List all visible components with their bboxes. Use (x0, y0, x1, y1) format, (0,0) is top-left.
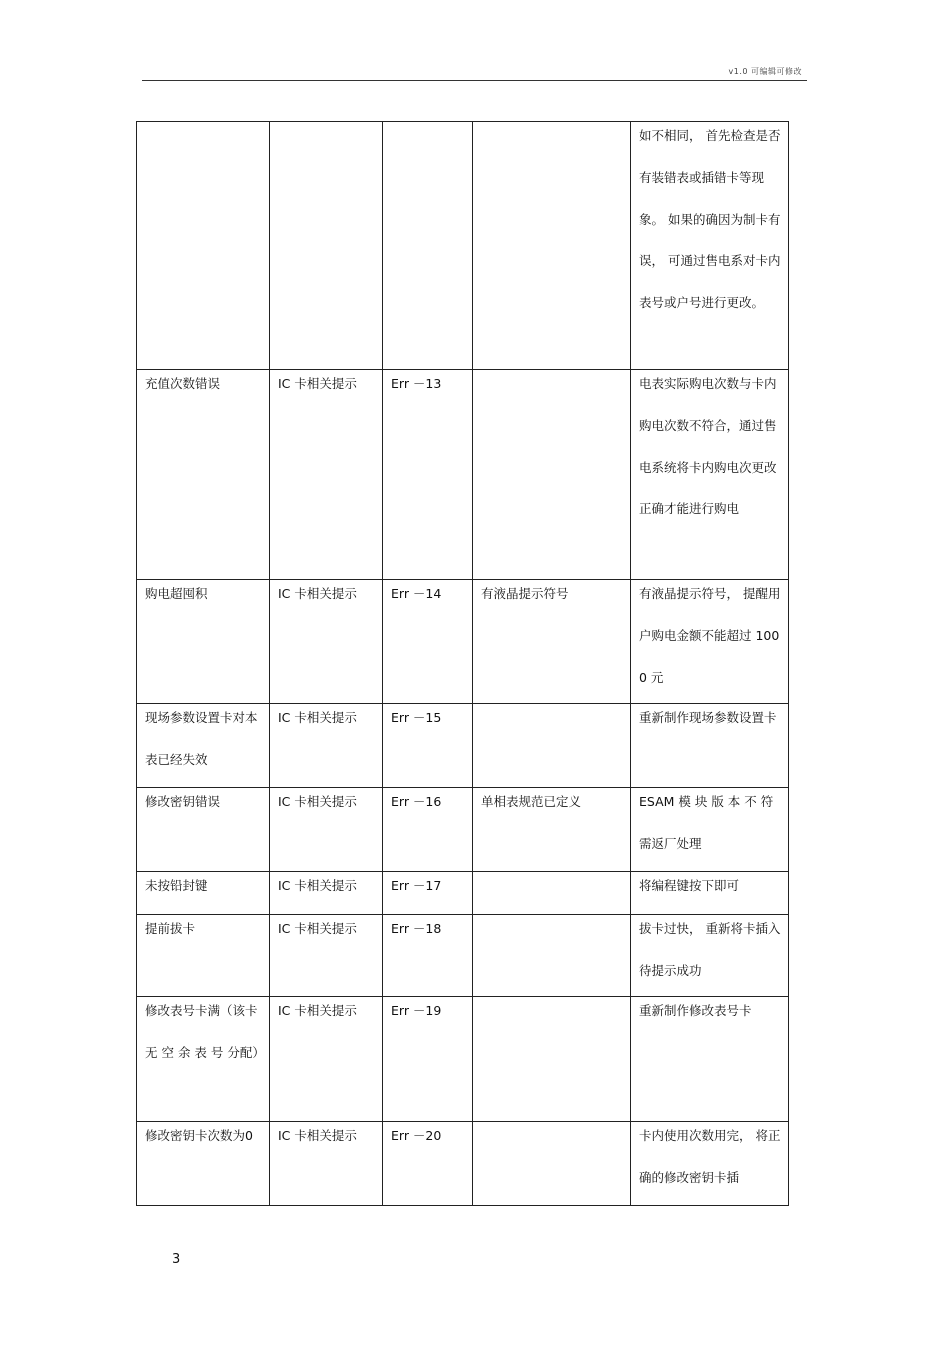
error-code-cell-text: Err －20 (391, 1128, 442, 1143)
error-code-cell-text: Err －16 (391, 794, 442, 809)
table-row (137, 370, 789, 580)
solution-cell-text: 有液晶提示符号， 提醒用户购电金额不能超过 1000 元 (639, 586, 781, 685)
error-code-cell (383, 704, 473, 788)
error-code-table (136, 121, 789, 1206)
error-code-cell (383, 580, 473, 704)
display-cell-text: 有液晶提示符号 (481, 586, 569, 601)
error-name-cell (137, 915, 270, 997)
display-cell (473, 580, 631, 704)
error-code-cell (383, 915, 473, 997)
solution-cell-text: 将编程键按下即可 (639, 878, 740, 893)
table-row (137, 1122, 789, 1206)
category-cell-text: IC 卡相关提示 (278, 878, 357, 893)
category-cell (270, 1122, 383, 1206)
solution-cell (631, 370, 789, 580)
category-cell-text: IC 卡相关提示 (278, 586, 357, 601)
solution-cell-text: 拔卡过快， 重新将卡插入待提示成功 (639, 921, 781, 978)
solution-cell-text: 重新制作现场参数设置卡 (639, 710, 777, 725)
error-name-cell-text: 修改表号卡满（该卡 无 空 余 表 号 分配） (145, 1003, 265, 1060)
solution-cell-text: 电表实际购电次数与卡内购电次数不符合，通过售电系统将卡内购电次更改正确才能进行购电 (639, 376, 777, 517)
error-name-cell (137, 1122, 270, 1206)
display-cell (473, 788, 631, 872)
error-code-cell (383, 997, 473, 1122)
error-name-cell (137, 370, 270, 580)
error-name-cell (137, 788, 270, 872)
error-code-cell-text: Err －15 (391, 710, 442, 725)
page-number: 3 (172, 1252, 181, 1267)
error-name-cell-text: 充值次数错误 (145, 376, 221, 391)
solution-cell (631, 788, 789, 872)
category-cell-text: IC 卡相关提示 (278, 794, 357, 809)
display-cell-text: 单相表规范已定义 (481, 794, 582, 809)
solution-cell (631, 915, 789, 997)
display-cell (473, 997, 631, 1122)
category-cell-text: IC 卡相关提示 (278, 921, 357, 936)
category-cell (270, 122, 383, 370)
table-row (137, 704, 789, 788)
error-name-cell (137, 997, 270, 1122)
table-row (137, 915, 789, 997)
error-code-cell (383, 1122, 473, 1206)
error-name-cell (137, 122, 270, 370)
solution-cell-text: ESAM 模 块 版 本 不 符需返厂处理 (639, 794, 774, 851)
solution-cell-text: 卡内使用次数用完， 将正确的修改密钥卡插 (639, 1128, 781, 1185)
category-cell-text: IC 卡相关提示 (278, 1003, 357, 1018)
solution-cell-text: 如不相同， 首先检查是否有装错表或插错卡等现象。 如果的确因为制卡有误， 可通过售电系对卡内表号或户号进行更改。 (639, 128, 781, 311)
solution-cell-text: 重新制作修改表号卡 (639, 1003, 752, 1018)
table-body (137, 122, 789, 1206)
category-cell-text: IC 卡相关提示 (278, 710, 357, 725)
display-cell (473, 872, 631, 915)
error-code-cell-text: Err －19 (391, 1003, 442, 1018)
display-cell (473, 915, 631, 997)
error-code-cell-text: Err －17 (391, 878, 442, 893)
error-code-cell-text: Err －13 (391, 376, 442, 391)
category-cell (270, 788, 383, 872)
category-cell (270, 580, 383, 704)
error-code-cell (383, 122, 473, 370)
category-cell-text: IC 卡相关提示 (278, 376, 357, 391)
category-cell (270, 370, 383, 580)
error-name-cell (137, 704, 270, 788)
solution-cell (631, 997, 789, 1122)
category-cell (270, 997, 383, 1122)
display-cell (473, 370, 631, 580)
error-code-cell (383, 370, 473, 580)
display-cell (473, 1122, 631, 1206)
error-code-cell-text: Err －14 (391, 586, 442, 601)
display-cell (473, 704, 631, 788)
table-row (137, 788, 789, 872)
error-code-cell-text: Err －18 (391, 921, 442, 936)
error-name-cell-text: 修改密钥卡次数为0 (145, 1128, 253, 1143)
error-name-cell-text: 修改密钥错误 (145, 794, 221, 809)
header-version-text: v1.0 可编辑可修改 (728, 67, 802, 76)
error-name-cell-text: 提前拔卡 (145, 921, 196, 936)
category-cell (270, 915, 383, 997)
table-row (137, 122, 789, 370)
error-code-cell (383, 788, 473, 872)
table-row (137, 580, 789, 704)
display-cell (473, 122, 631, 370)
solution-cell (631, 122, 789, 370)
error-name-cell-text: 现场参数设置卡对本表已经失效 (145, 710, 258, 767)
solution-cell (631, 704, 789, 788)
category-cell-text: IC 卡相关提示 (278, 1128, 357, 1143)
error-name-cell-text: 未按铅封键 (145, 878, 208, 893)
table-row (137, 997, 789, 1122)
solution-cell (631, 1122, 789, 1206)
error-name-cell-text: 购电超囤积 (145, 586, 208, 601)
header-rule (142, 80, 807, 81)
solution-cell (631, 580, 789, 704)
error-name-cell (137, 580, 270, 704)
category-cell (270, 704, 383, 788)
